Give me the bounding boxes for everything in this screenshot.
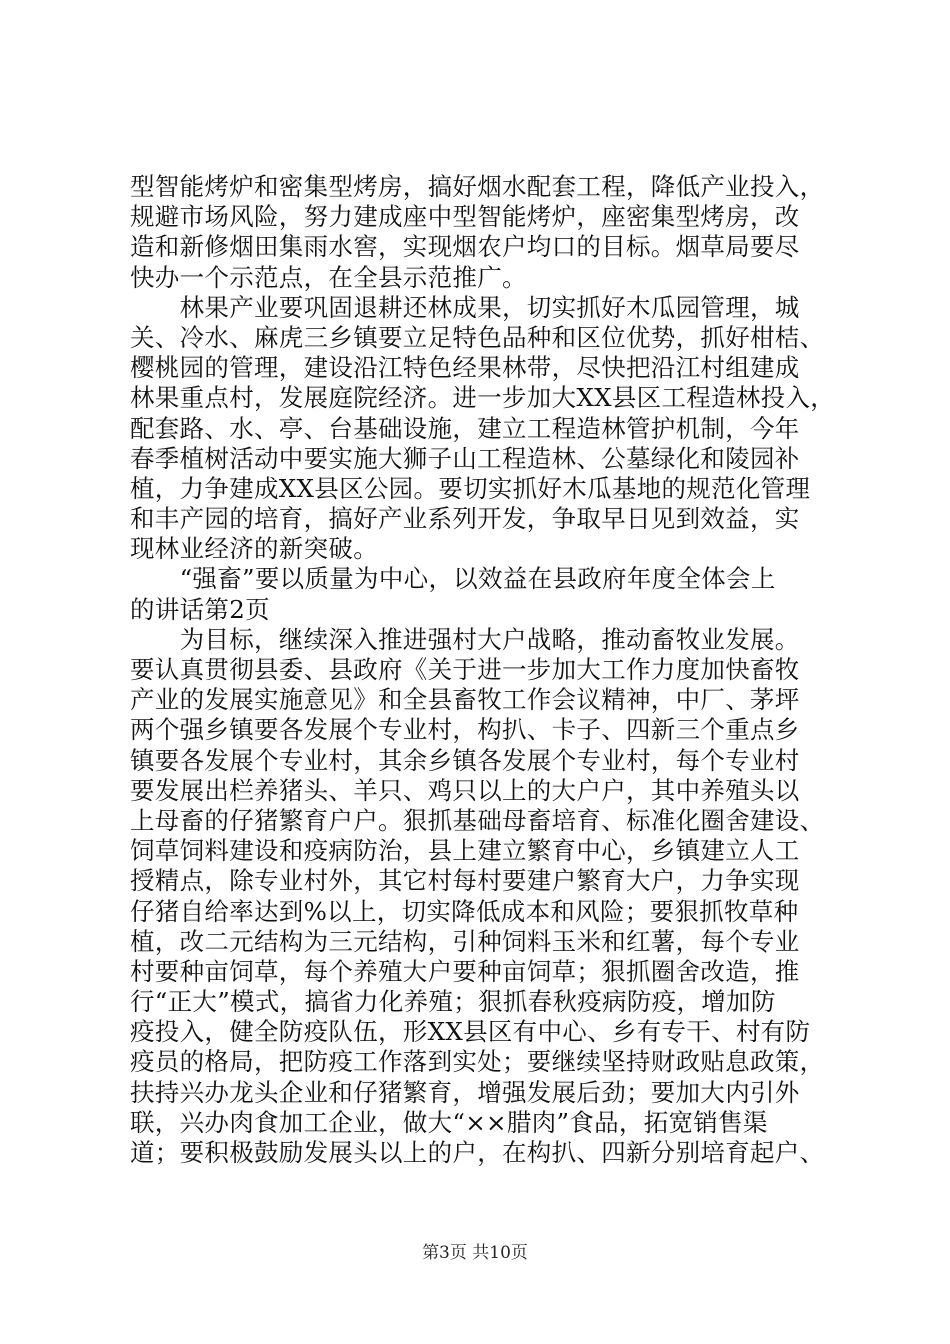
text-line: 要发展出栏养猪头、羊只、鸡只以上的大户户，其中养殖头以 — [130, 775, 800, 805]
text-line: “强畜”要以质量为中心，以效益在县政府年度全体会上 — [130, 564, 776, 594]
text-line: 和丰产园的培育，搞好产业系列开发，争取早日见到效益，实 — [130, 504, 800, 534]
text-line: 疫投入，健全防疫队伍，形XX县区有中心、乡有专干、村有防 — [130, 1017, 811, 1047]
text-line: 行“正大”模式，搞省力化养殖；狠抓春秋疫病防疫，增加防 — [130, 987, 776, 1017]
text-line: 扶持兴办龙头企业和仔猪繁育，增强发展后劲；要加大内引外 — [130, 1077, 800, 1107]
text-line: 道；要积极鼓励发展头以上的户，在构扒、四新分别培育起户、 — [130, 1138, 825, 1167]
text-line: 两个强乡镇要各发展个专业村，构扒、卡子、四新三个重点乡 — [130, 715, 800, 745]
text-line: 授精点，除专业村外，其它村每村要建户繁育大户，力争实现 — [130, 866, 800, 896]
text-line: 为目标，继续深入推进强村大户战略，推动畜牧业发展。 — [130, 624, 800, 654]
text-line: 配套路、水、亭、台基础设施，建立工程造林管护机制，今年 — [130, 413, 800, 443]
body-text — [130, 172, 836, 1168]
text-line: 仔猪自给率达到%以上，切实降低成本和风险；要狠抓牧草种 — [130, 896, 799, 926]
text-line: 镇要各发展个专业村，其余乡镇各发展个专业村，每个专业村 — [130, 745, 800, 775]
text-line: 植，改二元结构为三元结构，引种饲料玉米和红薯，每个专业 — [130, 926, 800, 956]
text-line: 规避市场风险，努力建成座中型智能烤炉，座密集型烤房，改 — [130, 202, 800, 232]
text-line: 现林业经济的新突破。 — [130, 534, 378, 564]
text-line: 产业的发展实施意见》和全县畜牧工作会议精神，中厂、茅坪 — [130, 685, 800, 715]
text-line: 关、冷水、麻虎三乡镇要立足特色品种和区位优势，抓好柑桔、 — [130, 322, 825, 352]
text-line: 林果产业要巩固退耕还林成果，切实抓好木瓜园管理，城 — [130, 292, 800, 322]
text-line: 上母畜的仔猪繁育户户。狠抓基础母畜培育、标准化圈舍建设、 — [130, 805, 825, 835]
text-line: 联，兴办肉食加工企业，做大“××腊肉”食品，拓宽销售渠 — [130, 1107, 768, 1137]
text-line: 植，力争建成XX县区公园。要切实抓好木瓜基地的规范化管理 — [130, 473, 811, 503]
text-line: 林果重点村，发展庭院经济。进一步加大XX县区工程造林投入， — [130, 383, 836, 413]
text-line: 要认真贯彻县委、县政府《关于进一步加大工作力度加快畜牧 — [130, 655, 800, 684]
text-line: 造和新修烟田集雨水窖，实现烟农户均口的目标。烟草局要尽 — [130, 232, 800, 262]
page-number-footer: 第3页 共10页 — [422, 1243, 528, 1263]
text-line: 快办一个示范点，在全县示范推广。 — [130, 262, 527, 292]
text-line: 饲草饲料建设和疫病防治，县上建立繁育中心，乡镇建立人工 — [130, 836, 800, 866]
text-line: 春季植树活动中要实施大狮子山工程造林、公墓绿化和陵园补 — [130, 443, 800, 473]
text-line: 型智能烤炉和密集型烤房，搞好烟水配套工程，降低产业投入， — [130, 172, 825, 201]
text-line: 疫员的格局，把防疫工作落到实处；要继续坚持财政贴息政策， — [130, 1047, 825, 1077]
text-line: 樱桃园的管理，建设沿江特色经果林带，尽快把沿江村组建成 — [130, 353, 800, 383]
text-line: 村要种亩饲草，每个养殖大户要种亩饲草；狠抓圈舍改造，推 — [130, 956, 800, 986]
text-line: 的讲话第2页 — [130, 594, 270, 624]
